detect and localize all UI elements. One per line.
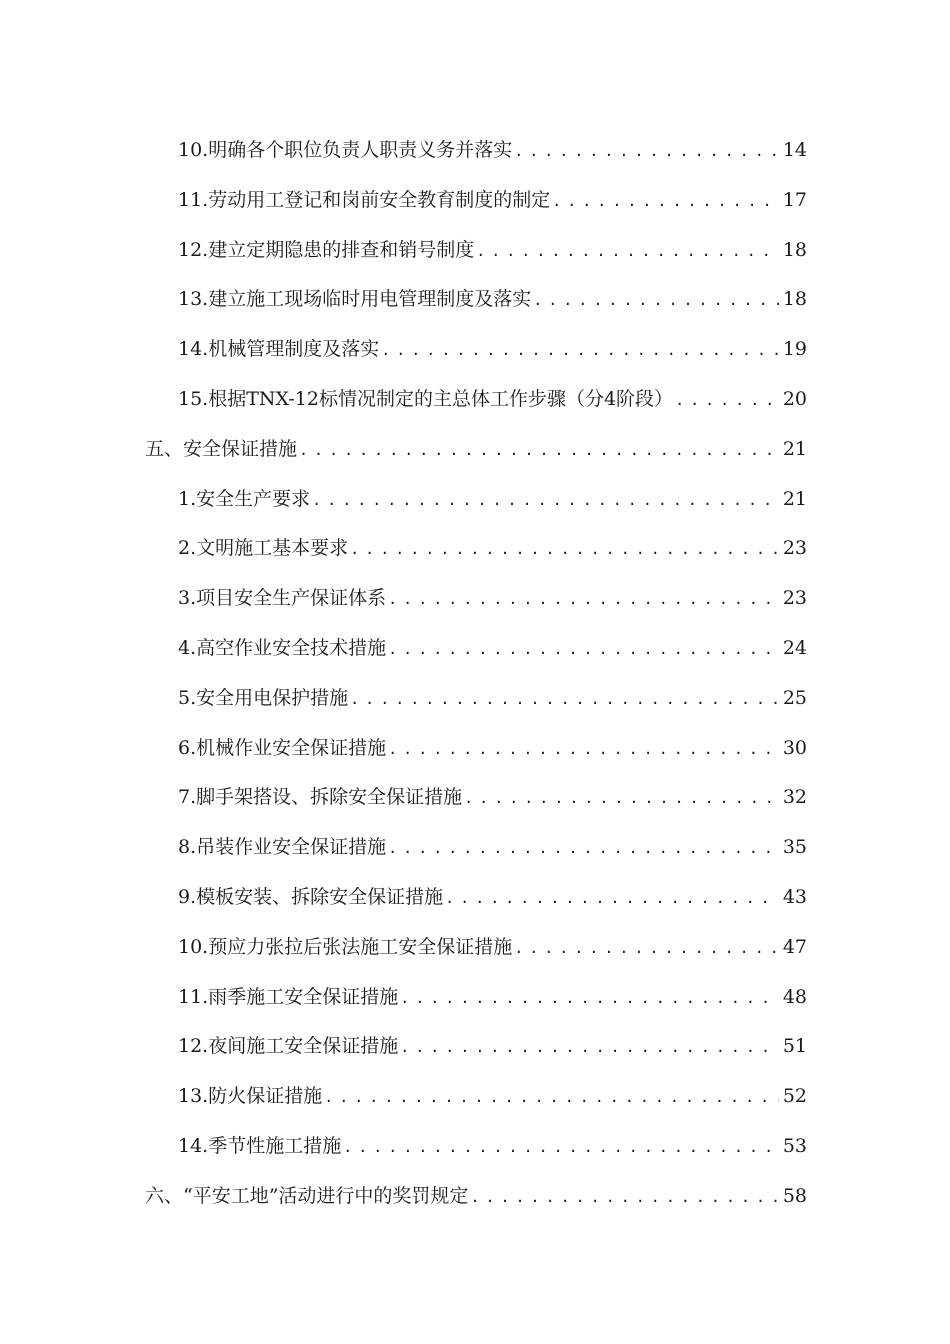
- dot-leader: [386, 625, 779, 675]
- toc-entry[interactable]: [145, 275, 807, 325]
- toc-entry[interactable]: [145, 574, 807, 624]
- toc-entry-title: 五、安全保证措施: [145, 437, 298, 460]
- toc-entry[interactable]: [145, 624, 807, 674]
- toc-entry-page: 19: [782, 338, 807, 361]
- dot-leader: [386, 575, 779, 625]
- dot-leader: [297, 426, 779, 476]
- dot-leader: [512, 127, 779, 177]
- toc-entry-page: 21: [782, 437, 807, 460]
- toc-entry-page: 51: [782, 1035, 807, 1058]
- toc-entry-page: 14: [782, 139, 807, 161]
- toc-entry-page: 21: [782, 487, 807, 510]
- toc-entry-title: 14.机械管理制度及落实: [178, 338, 380, 361]
- toc-entry-page: 35: [782, 836, 807, 859]
- toc-entry-page: 18: [782, 288, 807, 311]
- toc-entry-page: 43: [782, 885, 807, 908]
- toc-entry-page: 48: [782, 985, 807, 1008]
- toc-entry[interactable]: [145, 773, 807, 823]
- toc-chapter-entry[interactable]: [145, 425, 807, 475]
- toc-entry[interactable]: [145, 1022, 807, 1072]
- dot-leader: [386, 824, 779, 874]
- toc-entry-title: 1.安全生产要求: [178, 487, 311, 510]
- toc-entry-page: 17: [782, 188, 807, 211]
- dot-leader: [512, 924, 779, 974]
- toc-entry-title: 9.模板安装、拆除安全保证措施: [178, 885, 444, 908]
- toc-entry-page: 52: [782, 1085, 807, 1108]
- toc-entry-page: 25: [782, 686, 807, 709]
- toc-entry-title: 12.建立定期隐患的排查和销号制度: [178, 238, 475, 261]
- toc-entry[interactable]: [145, 1072, 807, 1122]
- toc-entry-title: 8.吊装作业安全保证措施: [178, 836, 387, 859]
- toc-entry-page: 24: [782, 636, 807, 659]
- dot-leader: [341, 1123, 779, 1173]
- dot-leader: [474, 227, 779, 277]
- dot-leader: [386, 725, 779, 775]
- toc-entry-page: 30: [782, 736, 807, 759]
- toc-entry-title: 10.明确各个职位负责人职责义务并落实: [178, 139, 513, 161]
- toc-entry[interactable]: [145, 823, 807, 873]
- toc-entry-title: 六、“平安工地”活动进行中的奖罚规定: [145, 1184, 469, 1207]
- dot-leader: [348, 525, 779, 575]
- dot-leader: [443, 874, 779, 924]
- toc-chapter-entry[interactable]: [145, 1172, 807, 1222]
- dot-leader: [379, 326, 779, 376]
- toc-entry-title: 3.项目安全生产保证体系: [178, 587, 387, 610]
- toc-entry-title: 10.预应力张拉后张法施工安全保证措施: [178, 935, 513, 958]
- toc-entry-title: 14.季节性施工措施: [178, 1134, 342, 1157]
- toc-entry[interactable]: [145, 375, 807, 425]
- toc-entry[interactable]: [145, 1122, 807, 1172]
- toc-entry-title: 6.机械作业安全保证措施: [178, 736, 387, 759]
- dot-leader: [531, 276, 779, 326]
- toc-entry[interactable]: [145, 674, 807, 724]
- dot-leader: [673, 376, 779, 426]
- toc-entry-page: 32: [782, 786, 807, 809]
- table-of-contents: [145, 126, 807, 1222]
- toc-entry[interactable]: [145, 973, 807, 1023]
- toc-entry-title: 4.高空作业安全技术措施: [178, 636, 387, 659]
- toc-entry-title: 13.防火保证措施: [178, 1085, 323, 1108]
- dot-leader: [348, 675, 779, 725]
- dot-leader: [398, 1023, 779, 1073]
- toc-entry[interactable]: [145, 325, 807, 375]
- toc-entry-title: 13.建立施工现场临时用电管理制度及落实: [178, 288, 532, 311]
- toc-entry[interactable]: [145, 923, 807, 973]
- toc-entry-page: 53: [782, 1134, 807, 1157]
- toc-entry-page: 20: [782, 387, 807, 410]
- toc-entry[interactable]: [145, 724, 807, 774]
- toc-entry-page: 47: [782, 935, 807, 958]
- toc-entry-title: 2.文明施工基本要求: [178, 537, 349, 560]
- dot-leader: [322, 1073, 779, 1123]
- toc-entry[interactable]: [145, 126, 807, 176]
- toc-entry-title: 7.脚手架搭设、拆除安全保证措施: [178, 786, 463, 809]
- toc-entry-page: 58: [782, 1184, 807, 1207]
- toc-entry-page: 23: [782, 537, 807, 560]
- dot-leader: [310, 476, 779, 526]
- dot-leader: [398, 974, 779, 1024]
- toc-entry[interactable]: [145, 524, 807, 574]
- toc-entry[interactable]: [145, 873, 807, 923]
- toc-entry-title: 15.根据TNX-12标情况制定的主总体工作步骤（分4阶段）: [178, 387, 674, 410]
- toc-entry[interactable]: [145, 475, 807, 525]
- toc-entry[interactable]: [145, 226, 807, 276]
- dot-leader: [462, 774, 779, 824]
- toc-entry-page: 18: [782, 238, 807, 261]
- toc-entry[interactable]: [145, 176, 807, 226]
- toc-entry-title: 11.劳动用工登记和岗前安全教育制度的制定: [178, 188, 551, 211]
- toc-entry-title: 5.安全用电保护措施: [178, 686, 349, 709]
- dot-leader: [468, 1173, 778, 1223]
- toc-entry-title: 11.雨季施工安全保证措施: [178, 985, 399, 1008]
- dot-leader: [550, 177, 779, 227]
- toc-entry-page: 23: [782, 587, 807, 610]
- toc-entry-title: 12.夜间施工安全保证措施: [178, 1035, 399, 1058]
